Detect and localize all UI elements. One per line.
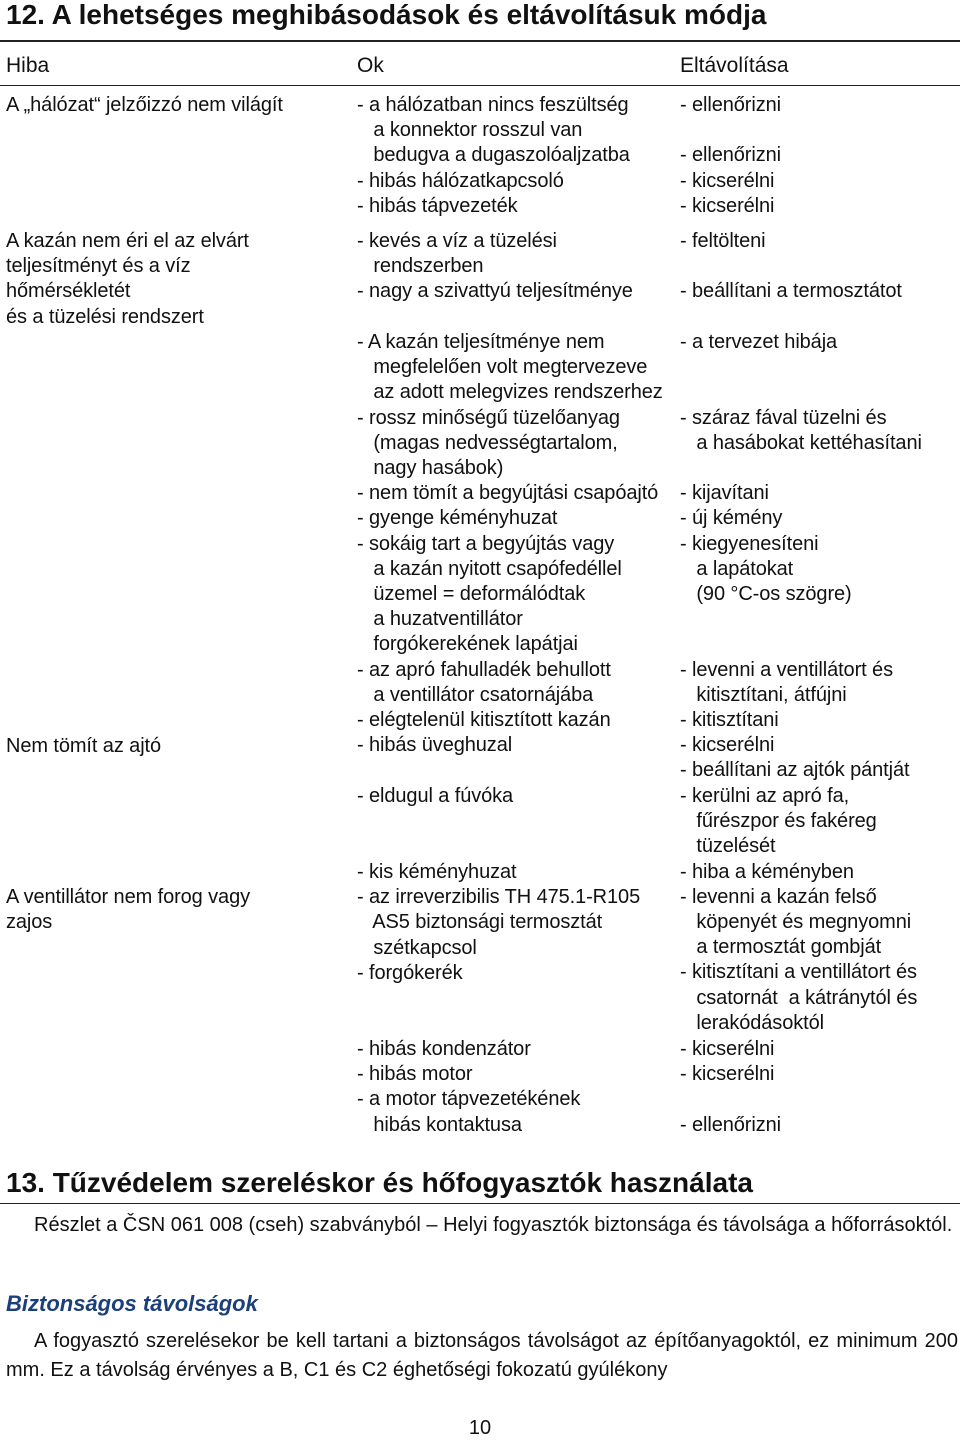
- fault-network-lamp: A „hálózat“ jelzőizzó nem világít: [6, 94, 283, 116]
- cause-block-1: - a hálózatban nincs feszültség a konnektor rosszul van bedugva a dugaszolóaljzatba - hibás hálózatkapcsoló - hibás tápvezeték: [357, 94, 630, 217]
- safe-distances-heading: Biztonságos távolságok: [6, 1291, 258, 1316]
- remedy-block-2: - feltölteni - beállítani a termosztátot: [680, 230, 902, 303]
- section-13-underline: [0, 1203, 960, 1204]
- page-number: 10: [468, 1417, 492, 1439]
- remedy-block-4: - kerülni az apró fa, fűrészpor és fakéreg tüzelését - hiba a kéményben - levenni a kazán felső köpenyét és megnyomni a termosztát gombját - kitisztítani a ventillátort és csatornát a kátránytól és lerakódásoktól: [680, 785, 918, 1034]
- cause-block-3: - A kazán teljesítménye nem megfelelően volt megtervezeve az adott melegvizes rendszerhez - rossz minőségű tüzelőanyag (magas nedvességtartalom, nagy hasábok) - nem tömít a begyújtási csapóajtó - gyenge kéményhuzat - sokáig tart a begyújtás vagy a kazán nyitott csapófedéllel üzemel = deformálódtak a huzatventillátor forgókerekének lapátjai - az apró fahulladék behullott a ventillátor csatornájába - elégtelenül kitisztított kazán - hibás üveghuzal: [357, 331, 663, 757]
- remedy-block-3: - a tervezet hibája - száraz fával tüzelni és a hasábokat kettéhasítani - kijavítani - új kémény - kiegyenesíteni a lapátokat (90 °C-os szögre) - levenni a ventillátort és kitisztítani, átfújni - kitisztítani - kicserélni - beállítani az ajtók pántját: [680, 331, 922, 782]
- section-12-title: 12. A lehetséges meghibásodások és eltávolításuk módja: [6, 0, 767, 30]
- fault-fan: A ventillátor nem forog vagy zajos: [6, 886, 250, 934]
- header-divider: [0, 85, 960, 86]
- section-13-intro: Részlet a ČSN 061 008 (cseh) szabványból – Helyi fogyasztók biztonsága és távolsága a hőforrásoktól.: [34, 1214, 953, 1236]
- section-13-title: 13. Tűzvédelem szereléskor és hőfogyasztók használata: [6, 1167, 753, 1198]
- cause-block-4: - eldugul a fúvóka: [357, 785, 514, 807]
- column-header-ok: Ok: [357, 54, 384, 77]
- cause-block-6: - hibás kondenzátor - hibás motor - a motor tápvezetékének hibás kontaktusa: [357, 1038, 581, 1136]
- title-underline: [0, 40, 960, 42]
- remedy-block-5: - kicserélni - kicserélni - ellenőrizni: [680, 1038, 781, 1136]
- safe-distances-body: A fogyasztó szerelésekor be kell tartani a biztonságos távolságot az építőanyagoktól, ez minimum 200 mm. Ez a távolság érvényes a B, C1 és C2 éghetőségi fokozatú gyúlékony: [6, 1330, 958, 1381]
- fault-door-seal: Nem tömít az ajtó: [6, 735, 162, 757]
- column-header-eltavolitasa: Eltávolítása: [680, 54, 789, 77]
- fault-boiler-performance: A kazán nem éri el az elvárt teljesítményt és a víz hőmérsékletét és a tüzelési rendszert: [6, 230, 249, 328]
- cause-block-2: - kevés a víz a tüzelési rendszerben - nagy a szivattyú teljesítménye: [357, 230, 633, 303]
- cause-block-5: - kis kéményhuzat - az irreverzibilis TH 475.1-R105 AS5 biztonsági termosztát szétkapcsol - forgókerék: [357, 861, 641, 984]
- column-header-hiba: Hiba: [6, 54, 50, 77]
- remedy-block-1: - ellenőrizni - ellenőrizni - kicserélni - kicserélni: [680, 94, 781, 217]
